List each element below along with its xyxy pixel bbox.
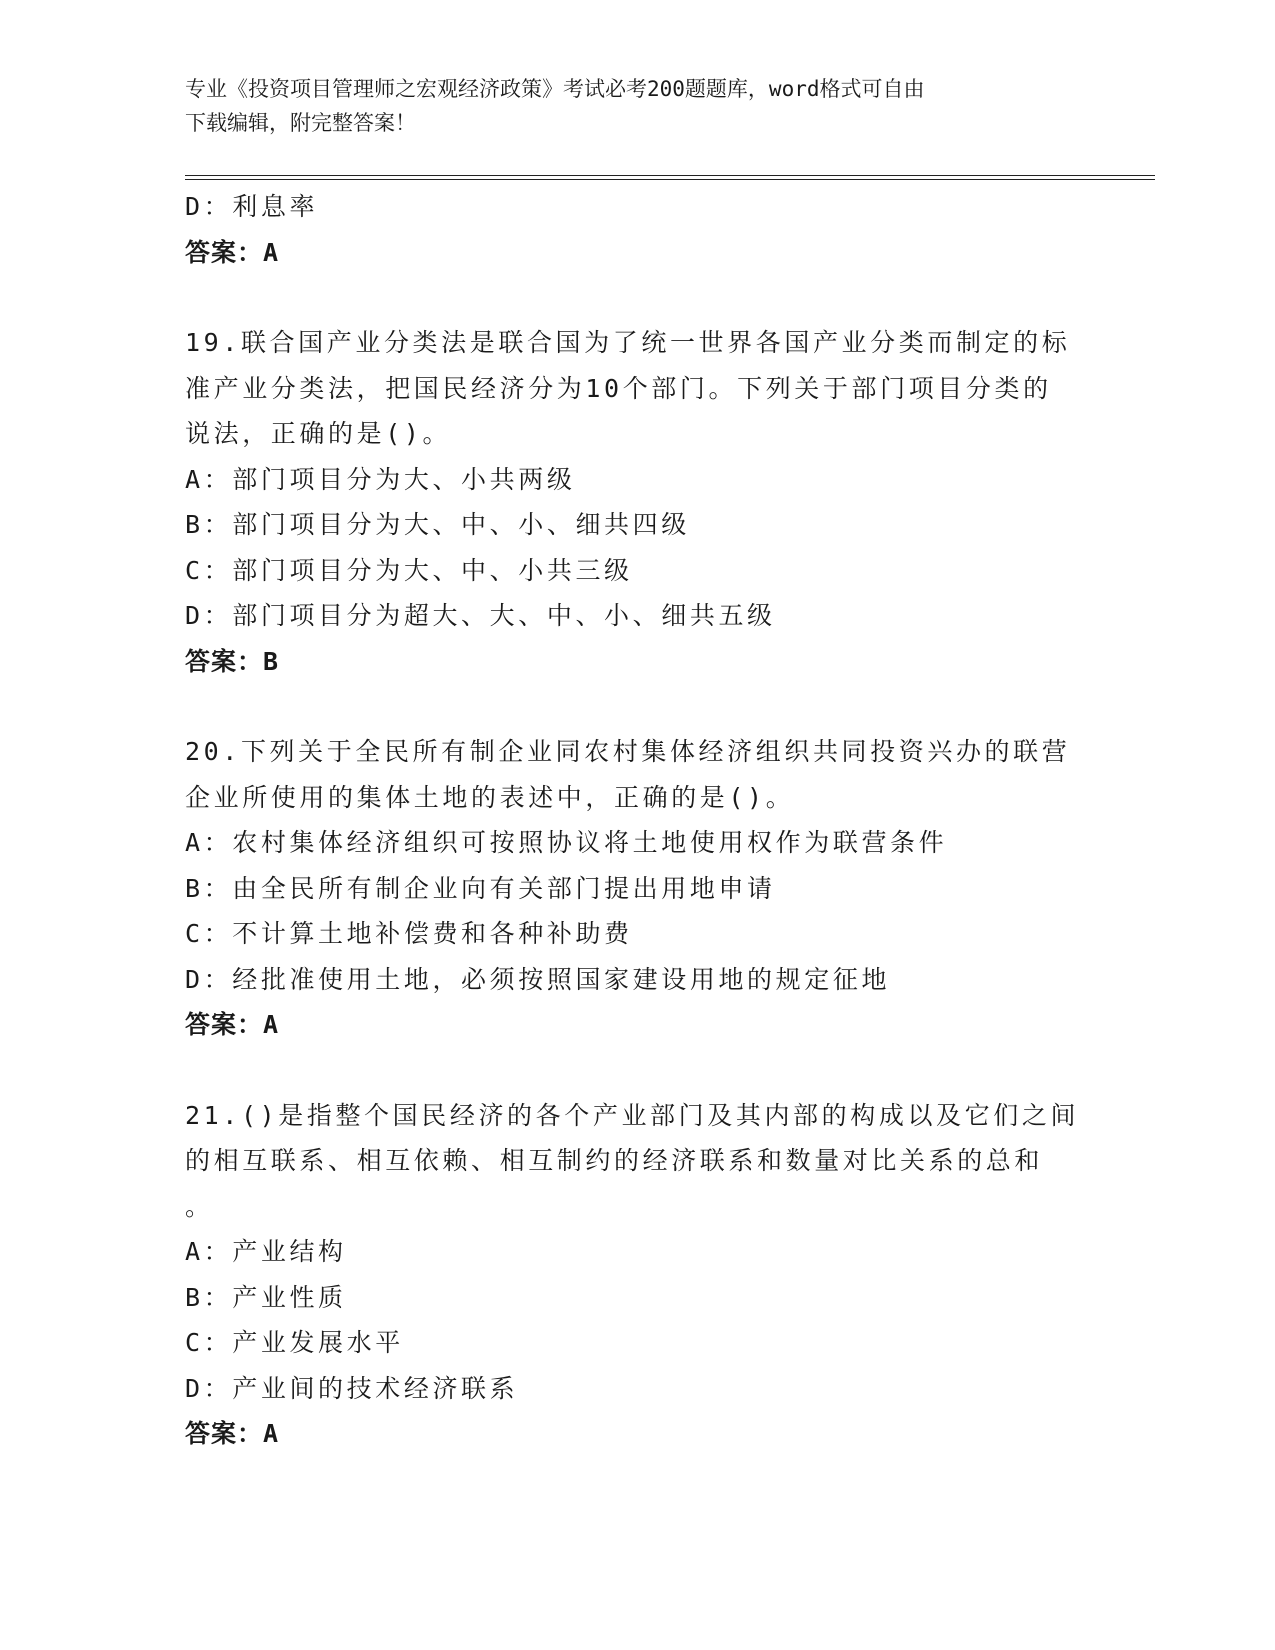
- answer: 答案：A: [185, 1419, 280, 1448]
- question-20: [185, 729, 1085, 1048]
- question-stem-line: 19.联合国产业分类法是联合国为了统一世界各国产业分类而制定的标: [185, 328, 1071, 357]
- option-b: B：部门项目分为大、中、小、细共四级: [185, 510, 690, 539]
- option-d: D：经批准使用土地，必须按照国家建设用地的规定征地: [185, 964, 891, 994]
- option-a: A：部门项目分为大、小共两级: [185, 464, 576, 494]
- question-list: [185, 184, 1085, 1457]
- question-stem-line: 说法，正确的是()。: [185, 419, 452, 448]
- question-stem-line: 的相互联系、相互依赖、相互制约的经济联系和数量对比关系的总和: [185, 1146, 1044, 1175]
- page-header: [185, 72, 1065, 140]
- option-a: A：产业结构: [185, 1237, 347, 1266]
- option-d: D：部门项目分为超大、大、中、小、细共五级: [185, 601, 776, 630]
- answer: 答案：A: [185, 237, 280, 267]
- question-stem-line: 21.()是指整个国民经济的各个产业部门及其内部的构成以及它们之间: [185, 1100, 1080, 1130]
- option-b: B：产业性质: [185, 1282, 347, 1312]
- header-line-2: 下载编辑，附完整答案！: [185, 111, 416, 135]
- option-c: C：部门项目分为大、中、小共三级: [185, 555, 633, 585]
- option-c: C：产业发展水平: [185, 1328, 404, 1357]
- question-19: [185, 320, 1085, 684]
- header-line-1: 专业《投资项目管理师之宏观经济政策》考试必考200题题库，word格式可自由: [185, 77, 925, 101]
- answer: 答案：A: [185, 1010, 280, 1039]
- question-stem-line: 准产业分类法，把国民经济分为10个部门。下列关于部门项目分类的: [185, 373, 1052, 403]
- option-a: A：农村集体经济组织可按照协议将土地使用权作为联营条件: [185, 828, 948, 857]
- answer: 答案：B: [185, 646, 280, 676]
- option-d: D：利息率: [185, 192, 319, 221]
- previous-question-tail: [185, 184, 1085, 275]
- question-stem-line: 20.下列关于全民所有制企业同农村集体经济组织共同投资兴办的联营: [185, 737, 1071, 766]
- option-b: B：由全民所有制企业向有关部门提出用地申请: [185, 873, 776, 903]
- header-divider: [185, 175, 1155, 180]
- question-21: [185, 1093, 1085, 1457]
- question-stem-line: 。: [185, 1191, 214, 1221]
- option-c: C：不计算土地补偿费和各种补助费: [185, 919, 633, 948]
- question-stem-line: 企业所使用的集体土地的表述中，正确的是()。: [185, 782, 795, 812]
- option-d: D：产业间的技术经济联系: [185, 1373, 519, 1403]
